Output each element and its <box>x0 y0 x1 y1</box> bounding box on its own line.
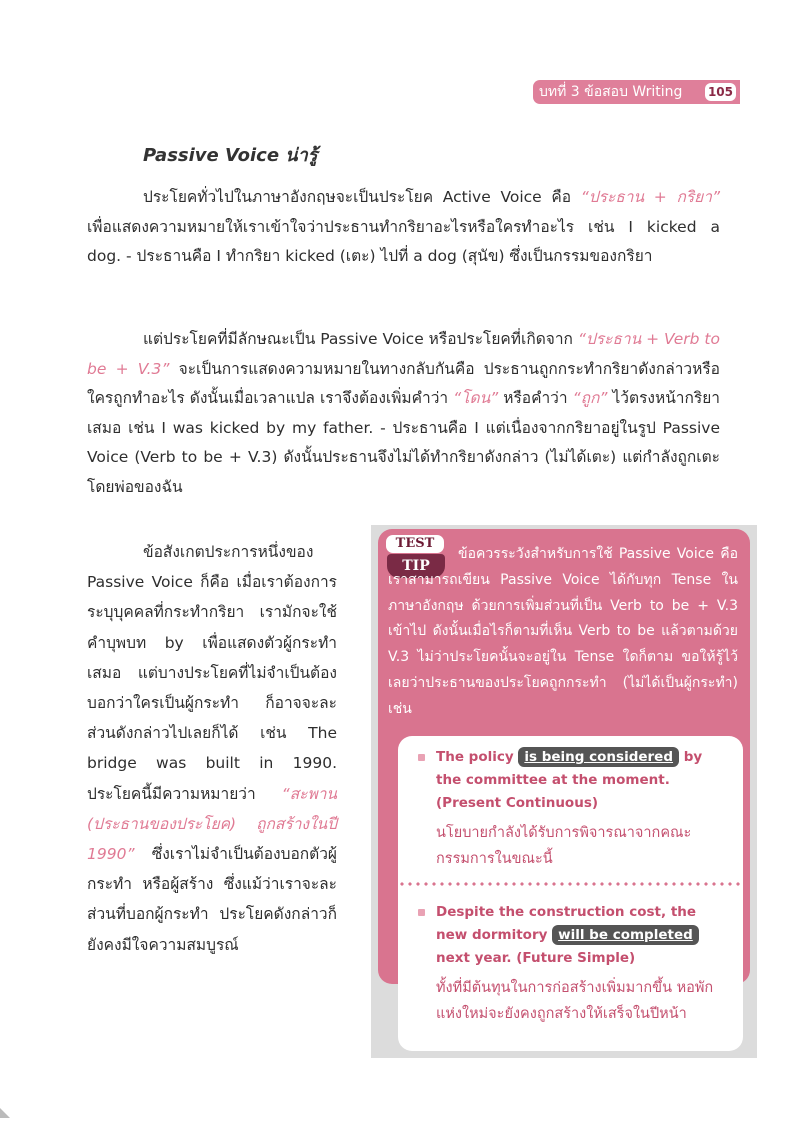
side-note <box>87 537 337 960</box>
example-en-after: by the committee at the moment. (Present Continuous) <box>436 749 703 811</box>
paragraph2-highlight-1: “ประธาน + Verb to be + V.3” <box>87 330 720 378</box>
bullet-icon <box>418 909 425 916</box>
example-thai: นโยบายกำลังได้รับการพิจารณาจากคณะกรรมการในขณะนี้ <box>436 825 692 867</box>
bullet-icon <box>418 754 425 761</box>
paragraph2-highlight-2: “โดน” <box>453 389 499 407</box>
paragraph2-text-2: จะเป็นการแสดงความหมายในทางกลับกันคือ ประธานถูกกระทำกริยาดังกล่าวหรือใครถูกทำอะไร ดังนั้นเมื่อเวลาแปล เราจึงต้องเพิ่มคำว่า <box>87 359 720 407</box>
paragraph2-highlight-3: “ถูก” <box>572 389 608 407</box>
example-verb-highlight: is being considered <box>518 747 679 767</box>
paragraph1-text-1: ประโยคทั่วไปในภาษาอังกฤษจะเป็นประโยค Active Voice คือ <box>143 188 581 206</box>
test-label: TEST <box>383 532 447 556</box>
dotted-divider <box>398 882 743 886</box>
section-title: Passive Voice น่ารู้ <box>143 145 318 166</box>
paragraph2-text-4: ไว้ตรงหน้ากริยาเสมอ เช่น I was kicked by my father. - ประธานคือ I แต่เนื่องจากกริยาอยู่ในรูป Passive Voice (Verb to be + V.3) ดังนั้นประธานจึงไม่ได้ทำกริยาดังกล่าว (ไม่ได้เตะ) แต่กำลังถูกเตะโดยพ่อของฉัน <box>87 389 720 496</box>
page-number: 105 <box>705 83 736 101</box>
side-note-text-2: ซึ่งเราไม่จำเป็นต้องบอกตัวผู้กระทำ หรือผู้สร้าง ซึ่งแม้ว่าเราจะละส่วนที่บอกผู้กระทำ ประโยคดังกล่าวก็ยังคงมีใจความสมบูรณ์ <box>87 845 337 954</box>
test-tip-text <box>388 542 738 723</box>
chapter-header <box>533 80 740 104</box>
paragraph2-text-1: แต่ประโยคที่มีลักษณะเป็น Passive Voice หรือประโยคที่เกิดจาก <box>143 330 578 348</box>
paragraph1-highlight-1: “ประธาน + กริยา” <box>580 188 720 206</box>
example-english <box>418 746 728 815</box>
example-verb-highlight: will be completed <box>552 925 699 945</box>
example-thai: ทั้งที่มีต้นทุนในการก่อสร้างเพิ่มมากขึ้น หอพักแห่งใหม่จะยังคงถูกสร้างให้เสร็จในปีหน้า <box>436 980 714 1022</box>
example-item <box>418 901 728 1027</box>
chapter-title: บทที่ 3 ข้อสอบ Writing <box>539 84 683 100</box>
paragraph-passive-voice <box>87 325 720 502</box>
example-english <box>418 901 728 970</box>
tip-label: TIP <box>387 554 445 578</box>
paragraph-active-voice <box>87 183 720 272</box>
example-item <box>418 746 728 872</box>
side-note-highlight: “สะพาน (ประธานของประโยค) ถูกสร้างในปี 1990” <box>87 784 337 864</box>
page-corner-mark <box>0 1108 10 1118</box>
paragraph1-text-2: เพื่อแสดงความหมายให้เราเข้าใจว่าประธานทำกริยาอะไรหรือใครทำอะไร เช่น I kicked a dog. - ประธานคือ I ทำกริยา kicked (เตะ) ไปที่ a dog (สุนัข) ซึ่งเป็นกรรมของกริยา <box>87 217 720 265</box>
example-en-before: The policy <box>436 749 519 765</box>
test-tip-body: ข้อควรระวังสำหรับการใช้ Passive Voice คือ เราสามารถเขียน Passive Voice ได้กับทุก Tense ในภาษาอังกฤษ ด้วยการเพิ่มส่วนที่เป็น Verb to be + V.3 เข้าไป ดังนั้นเมื่อไรก็ตามที่เห็น Verb to be แล้วตามด้วย V.3 ไม่ว่าประโยคนั้นจะอยู่ใน Tense ใดก็ตาม ขอให้รู้ไว้เลยว่าประธานของประโยคถูกกระทำ (ไม่ได้เป็นผู้กระทำ) เช่น <box>388 546 738 717</box>
paragraph2-text-3: หรือคำว่า <box>498 389 573 407</box>
example-en-before: Despite the construction cost, the new dormitory <box>436 904 697 943</box>
side-note-text-1: ข้อสังเกตประการหนึ่งของ Passive Voice ก็คือ เมื่อเราต้องการระบุบุคคลที่กระทำกริยา เรามักจะใช้คำบุพบท by เพื่อแสดงตัวผู้กระทำเสมอ แต่บางประโยคที่ไม่จำเป็นต้องบอกว่าใครเป็นผู้กระทำ ก็อาจจะละส่วนดังกล่าวไปเลยก็ได้ เช่น The bridge was built in 1990. ประโยคนี้มีความหมายว่า <box>87 543 337 803</box>
examples-box <box>398 736 743 1051</box>
example-en-after: next year. (Future Simple) <box>436 950 636 966</box>
